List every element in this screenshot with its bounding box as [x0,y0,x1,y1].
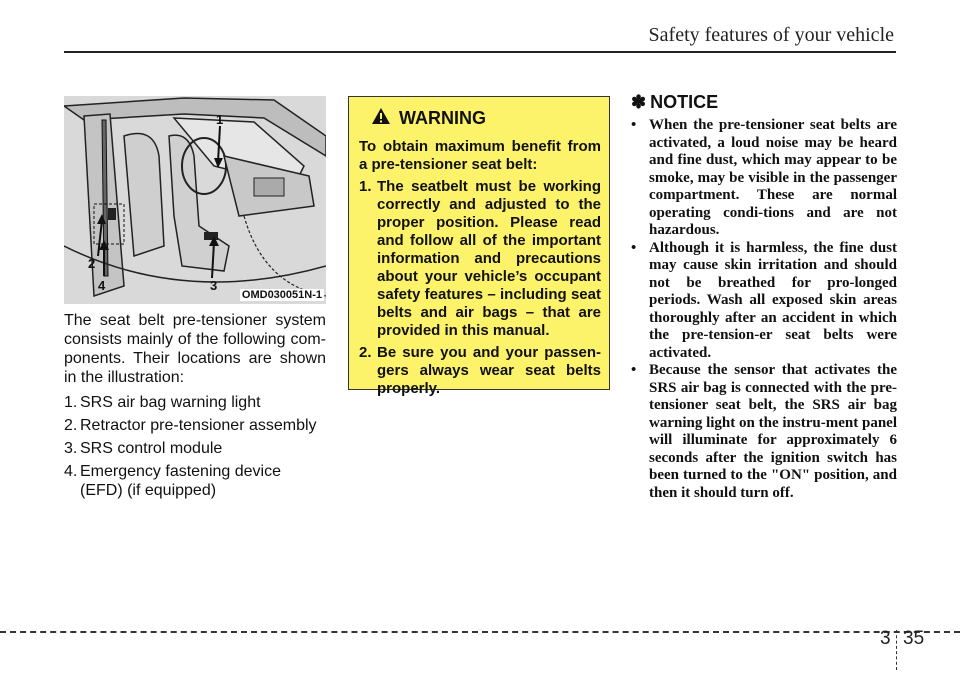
item-text: SRS control module [80,440,223,457]
notice-header [631,92,897,113]
bullet-icon: • [631,117,637,133]
notice-list [631,117,897,502]
list-item [64,393,326,412]
item-text: Emergency fastening device (EFD) (if equipped) [80,463,281,499]
list-item [631,117,897,240]
item-number: 2. [359,344,372,361]
item-text: Although it is harmless, the fine dust may cause skin irritation and should not be breathed for pro-longed periods. Wash all exposed skin areas thoroughly after an accident in which the pre-tension-er seat belts were activated. [649,239,897,361]
page-header-title: Safety features of your vehicle [648,24,894,46]
item-text: SRS air bag warning light [80,394,261,411]
page-number: 35 [903,628,925,649]
footer-divider [896,630,897,670]
item-text: Retractor pre-tensioner assembly [80,417,317,434]
callout-1: 1 [216,112,224,127]
footer-rule [0,631,960,633]
component-list [64,393,326,500]
warning-header [371,107,601,130]
list-item [359,344,601,398]
notice-section [631,92,897,502]
list-item [64,462,326,500]
figure-caption: OMD030051N-1 [241,289,322,301]
notice-asterisk-icon: ✽ [631,92,647,112]
item-number: 4. [64,463,78,480]
item-text: Be sure you and your passen-gers always wear seat belts properly. [377,344,601,397]
list-item [64,439,326,458]
item-number: 2. [64,417,78,434]
warning-title: WARNING [399,108,486,128]
car-interior-drawing [64,96,326,304]
notice-title: NOTICE [650,92,719,112]
car-interior-illustration [64,96,326,304]
list-item [64,416,326,435]
bullet-icon: • [631,362,637,378]
list-item [359,178,601,340]
main-text [64,311,326,504]
list-item [631,362,897,502]
warning-list [359,178,601,398]
callout-3: 3 [210,278,218,293]
header-rule [64,51,896,53]
item-text: Because the sensor that activates the SRS air bag is connected with the pre-tensioner seat belt, the SRS air bag warning light on the instru-ment panel will illuminate for approximately 6 seconds after the ignition switch has been turned to the "ON" position, and then it should turn off. [649,362,897,501]
callout-4: 4 [98,278,106,293]
item-number: 1. [359,178,372,195]
item-number: 1. [64,394,78,411]
list-item [631,240,897,363]
warning-intro: To obtain maximum benefit from a pre-tensioner seat belt: [359,138,601,173]
callout-2: 2 [88,256,96,271]
warning-box [348,96,610,397]
chapter-number: 3 [880,628,891,649]
warning-triangle-icon [371,107,391,130]
bullet-icon: • [631,239,637,256]
item-text: The seatbelt must be working correctly and adjusted to the proper position. Please read and follow all of the important information and precautions about your vehicle’s occupant safety features – including seat belts and air bags – that are provided in this manual. [377,178,601,339]
item-number: 3. [64,440,78,457]
item-text: When the pre-tensioner seat belts are activated, a loud noise may be heard and fine dust, which may appear to be smoke, may be visible in the passenger compartment. These are normal operating condi-tions and are not hazardous. [649,117,897,238]
intro-paragraph: The seat belt pre-tensioner system consists mainly of the following com-ponents. Their locations are shown in the illustration: [64,312,326,386]
